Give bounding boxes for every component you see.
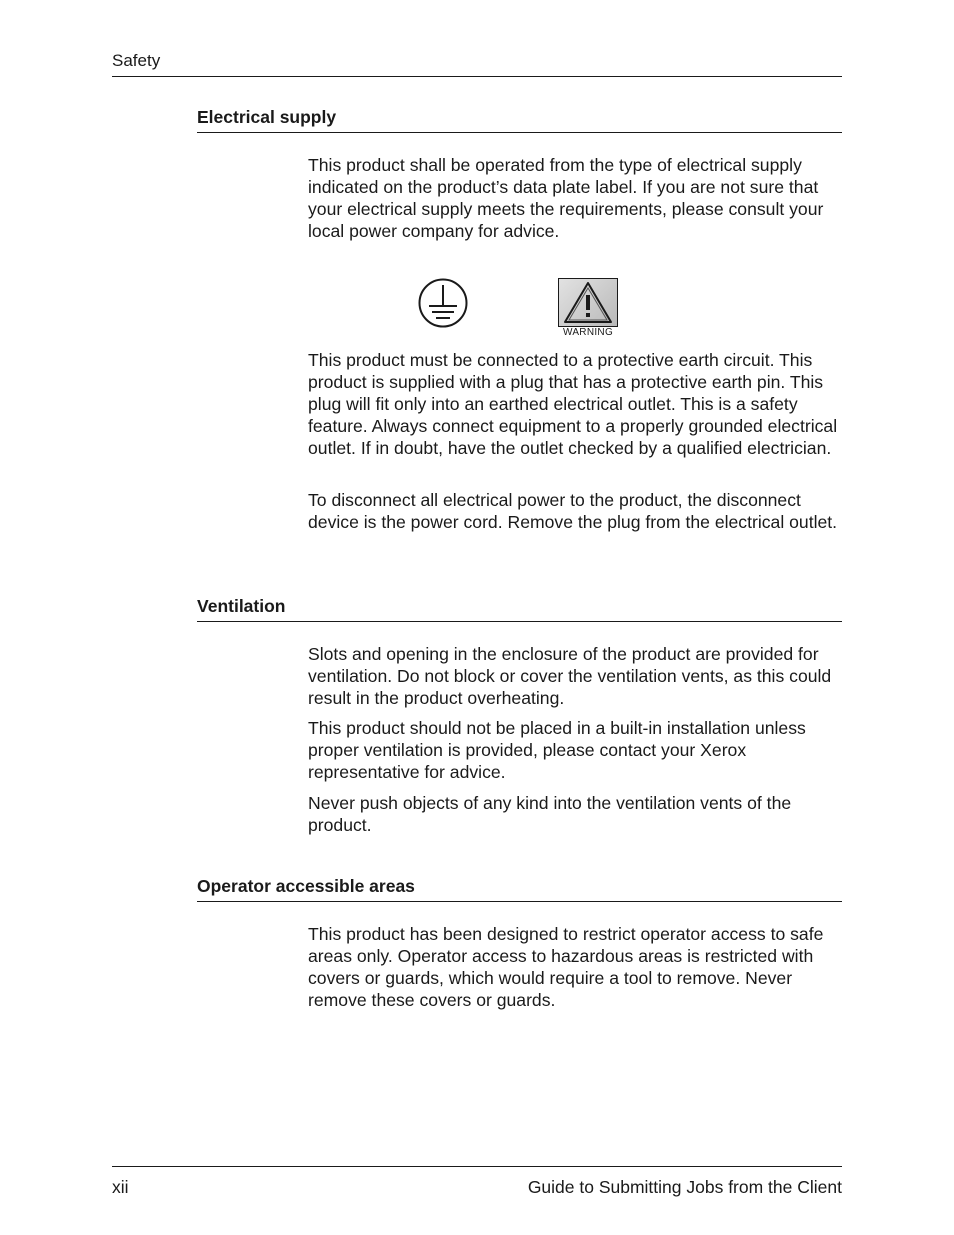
section-heading-ventilation: Ventilation — [197, 596, 286, 616]
protective-earth-icon — [418, 278, 468, 328]
running-head: Safety — [112, 51, 161, 70]
section-rule-electrical-supply — [197, 132, 842, 133]
warning-label: WARNING — [562, 327, 614, 338]
paragraph-electrical-supply-3: To disconnect all electrical power to the product, the disconnect device is the power cord. Remove the plug from the electrical outlet. — [308, 490, 838, 532]
footer-rule — [112, 1166, 842, 1167]
paragraph-operator-accessible-areas-1: This product has been designed to restrict operator access to safe areas only. Operator access to hazardous areas is restricted with covers or guards, which would require a tool to remove. Never remove these covers or guards. — [308, 924, 824, 1010]
footer-book-title: Guide to Submitting Jobs from the Client — [527, 1177, 842, 1197]
header-rule — [112, 76, 842, 77]
paragraph-electrical-supply-2: This product must be connected to a protective earth circuit. This product is supplied with a plug that has a protective earth pin. This plug will fit only into an earthed electrical outlet. This is a safety feature. Always connect equipment to a properly grounded electrical outlet. If in doubt, have the outlet checked by a qualified electrician. — [308, 350, 838, 458]
paragraph-ventilation-1: Slots and opening in the enclosure of the product are provided for ventilation. Do not block or cover the ventilation vents, as this could result in the product overheating. — [308, 644, 832, 708]
section-rule-ventilation — [197, 621, 842, 622]
paragraph-electrical-supply-1: This product shall be operated from the type of electrical supply indicated on the product’s data plate label. If you are not sure that your electrical supply meets the requirements, please consult your local power company for advice. — [308, 155, 824, 241]
paragraph-ventilation-2: This product should not be placed in a built-in installation unless proper ventilation is provided, please contact your Xerox representative for advice. — [308, 718, 806, 782]
section-rule-operator-accessible-areas — [197, 901, 842, 902]
warning-triangle-icon — [559, 279, 617, 326]
page-number: xii — [112, 1177, 129, 1197]
paragraph-ventilation-3: Never push objects of any kind into the ventilation vents of the product. — [308, 793, 792, 835]
warning-symbol — [558, 278, 618, 327]
section-heading-operator-accessible-areas: Operator accessible areas — [197, 876, 415, 896]
section-heading-electrical-supply: Electrical supply — [197, 107, 337, 127]
